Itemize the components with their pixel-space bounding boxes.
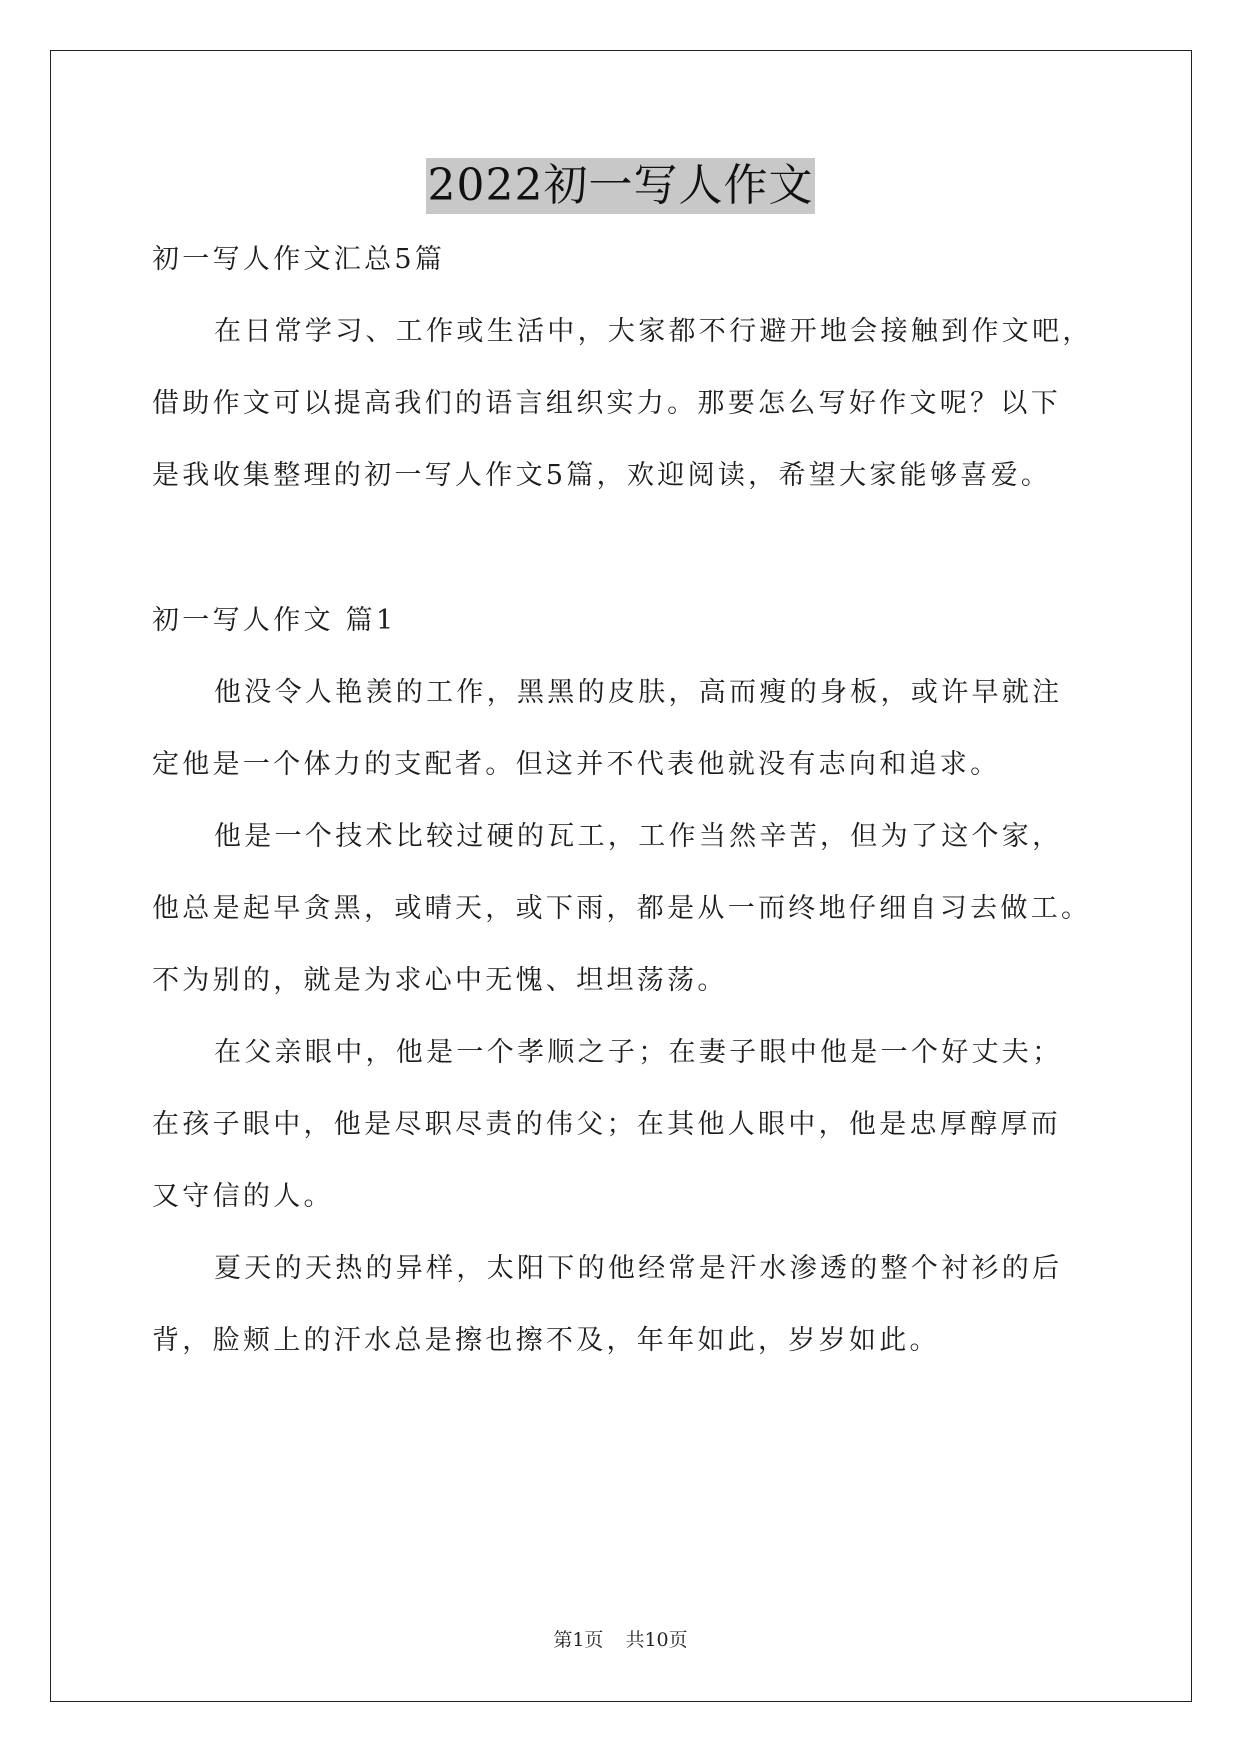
intro-line-2: 借助作文可以提高我们的语言组织实力。那要怎么写好作文呢？以下: [152, 388, 1061, 419]
body-line-8: 又守信的人。: [152, 1181, 334, 1212]
intro-line-1: 在日常学习、工作或生活中，大家都不行避开地会接触到作文吧，: [214, 316, 1093, 347]
intro-line-3: 是我收集整理的初一写人作文5篇，欢迎阅读，希望大家能够喜爱。: [152, 460, 1052, 491]
section-heading: 初一写人作文 篇1: [152, 605, 397, 636]
body-line-1: 他没令人艳羡的工作，黑黑的皮肤，高而瘦的身板，或许早就注: [214, 677, 1063, 708]
document-title: 2022初一写人作文: [426, 158, 816, 214]
body-line-4: 他总是起早贪黑，或晴天，或下雨，都是从一而终地仔细自习去做工。: [152, 893, 1092, 924]
body-line-2: 定他是一个体力的支配者。但这并不代表他就没有志向和追求。: [152, 749, 1001, 780]
page-border: [50, 50, 1192, 1702]
page-number-current: 第1页: [553, 1629, 604, 1651]
body-line-5: 不为别的，就是为求心中无愧、坦坦荡荡。: [152, 965, 728, 996]
body-line-7: 在孩子眼中，他是尽职尽责的伟父；在其他人眼中，他是忠厚醇厚而: [152, 1109, 1061, 1140]
body-line-10: 背，脸颊上的汗水总是擦也擦不及，年年如此，岁岁如此。: [152, 1325, 940, 1356]
document-subtitle: 初一写人作文汇总5篇: [152, 244, 446, 275]
page-number-total: 共10页: [625, 1629, 688, 1651]
body-line-9: 夏天的天热的异样，太阳下的他经常是汗水渗透的整个衬衫的后: [214, 1253, 1063, 1284]
body-line-3: 他是一个技术比较过硬的瓦工，工作当然辛苦，但为了这个家，: [214, 821, 1063, 852]
page-footer: [0, 1628, 1241, 1652]
title-container: [0, 158, 1241, 214]
body-line-6: 在父亲眼中，他是一个孝顺之子；在妻子眼中他是一个好丈夫；: [214, 1037, 1063, 1068]
